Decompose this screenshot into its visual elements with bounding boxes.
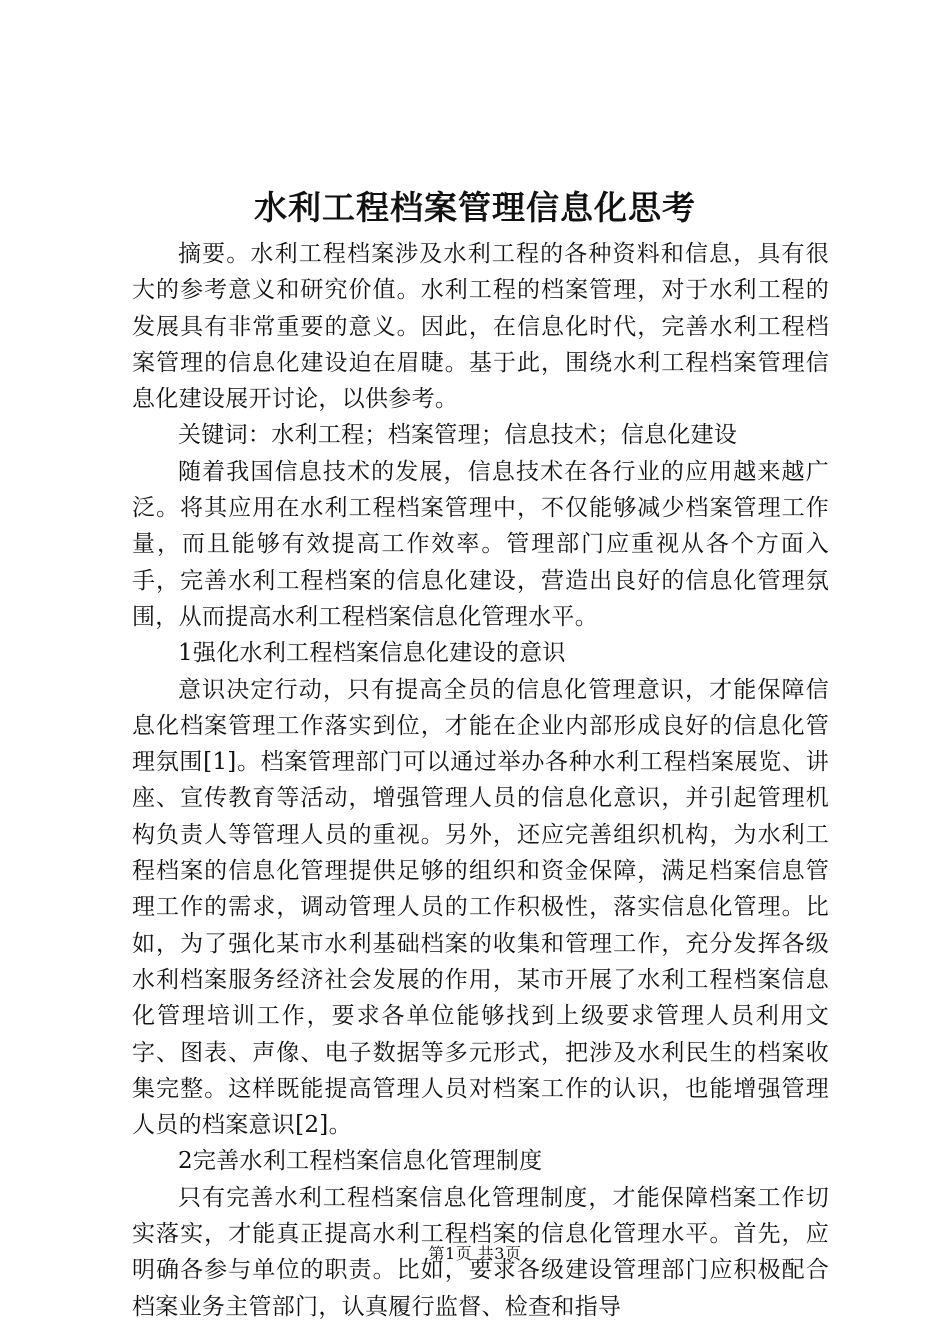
page-footer: 第1页 共3页 (428, 1244, 522, 1263)
section-2-paragraph: 只有完善水利工程档案信息化管理制度，才能保障档案工作切实落实，才能真正提高水利工程档案的信息化管理水平。首先，应明确各参与单位的职责。比如，要求各级建设管理部门应积极配合档案业务主管部门，认真履行监督、检查和指导 (132, 1184, 829, 1320)
document-body (132, 236, 829, 1325)
keywords-paragraph: 关键词：水利工程；档案管理；信息技术；信息化建设 (178, 422, 738, 449)
abstract-paragraph: 摘要。水利工程档案涉及水利工程的各种资料和信息，具有很大的参考意义和研究价值。水利工程的档案管理，对于水利工程的发展具有非常重要的意义。因此，在信息化时代，完善水利工程档案管理的信息化建设迫在眉睫。基于此，围绕水利工程档案管理信息化建设展开讨论，以供参考。 (132, 241, 829, 413)
section-1-paragraph: 意识决定行动，只有提高全员的信息化管理意识，才能保障信息化档案管理工作落实到位，才能在企业内部形成良好的信息化管理氛围[1]。档案管理部门可以通过举办各种水利工程档案展览、讲座、宣传教育等活动，增强管理人员的信息化意识，并引起管理机构负责人等管理人员的重视。另外，还应完善组织机构，为水利工程档案的信息化管理提供足够的组织和资金保障，满足档案信息管理工作的需求，调动管理人员的工作积极性，落实信息化管理。比如，为了强化某市水利基础档案的收集和管理工作，充分发挥各级水利档案服务经济社会发展的作用，某市开展了水利工程档案信息化管理培训工作，要求各单位能够找到上级要求管理人员利用文字、图表、声像、电子数据等多元形式，把涉及水利民生的档案收集完整。这样既能提高管理人员对档案工作的认识，也能增强管理人员的档案意识[2]。 (132, 676, 829, 1139)
document-title: 水利工程档案管理信息化思考 (254, 188, 696, 227)
section-1-heading: 1强化水利工程档案信息化建设的意识 (178, 640, 566, 667)
section-2-heading: 2完善水利工程档案信息化管理制度 (178, 1148, 543, 1175)
intro-paragraph: 随着我国信息技术的发展，信息技术在各行业的应用越来越广泛。将其应用在水利工程档案管理中，不仅能够减少档案管理工作量，而且能够有效提高工作效率。管理部门应重视从各个方面入手，完善水利工程档案的信息化建设，营造出良好的信息化管理氛围，从而提高水利工程档案信息化管理水平。 (132, 458, 829, 630)
